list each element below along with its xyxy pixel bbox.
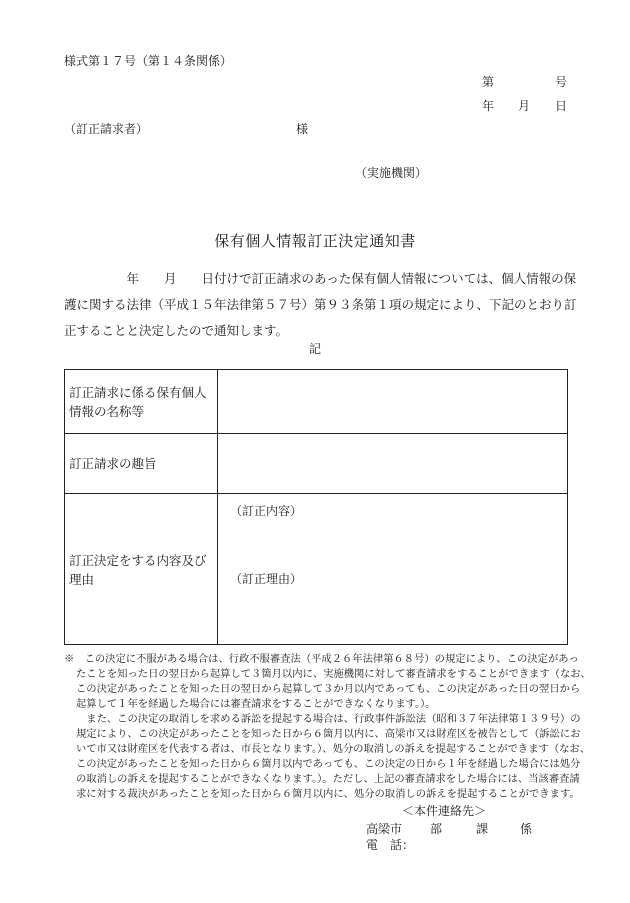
document-number-suffix: 号 (555, 75, 568, 89)
table-label-line: 訂正決定をする内容及び (69, 552, 207, 568)
ki-marker: 記 (308, 342, 321, 356)
table-label-line: 訂正請求に係る保有個人 (69, 384, 207, 400)
note-line: の取消しの訴えを提起することができなくなります。）。ただし、上記の審査請求をした場合には、当該審査請 (76, 773, 580, 785)
body-paragraph (64, 266, 577, 344)
info-table (64, 369, 568, 645)
table-label-line: 情報の名称等 (69, 403, 145, 419)
note-line: いて市又は財産区を代表する者は、市長となります。）、処分の取消しの訴えを提起することができます（なお、 (76, 743, 591, 755)
contact-unit-label: 係 (520, 822, 533, 836)
document-number-label: 第 (482, 75, 495, 89)
note-line: また、この決定の取消しを求める訴訟を提起する場合は、行政事件訴訟法（昭和３７年法律第１３９号）の (76, 713, 581, 725)
contact-city: 高梁市 (366, 822, 403, 836)
table-label-info-name (65, 370, 218, 433)
table-label-request-purpose: 訂正請求の趣旨 (65, 434, 218, 493)
note-line: ※ この決定に不服がある場合は、行政不服審査法（平成２６年法律第６８号）の規定により、この決定があっ (64, 653, 579, 665)
date-year-label: 年 (482, 99, 495, 113)
table-row-info-name (65, 370, 567, 434)
contact-phone-label: 電 話： (366, 838, 415, 852)
agency-label: （実施機関） (355, 166, 428, 180)
body-line: 正することと決定したので通知します。 (64, 323, 289, 338)
table-row-decision (65, 494, 567, 645)
note-line: たことを知った日の翌日から起算して３箇月以内に、実施機関に対して審査請求をすることができます（なお、 (76, 668, 591, 680)
table-label-line: 理由 (69, 571, 95, 587)
body-line: 年 月 日付けで訂正請求のあった保有個人情報については、個人情報の保 (64, 271, 577, 286)
correction-reason-label: （訂正理由） (230, 572, 303, 586)
date-day-label: 日 (555, 99, 568, 113)
note-line: この決定があったことを知った日から６箇月以内であっても、この決定の日から１年を経過した場合には処分 (76, 758, 581, 770)
note-line: この決定があったことを知った日の翌日から起算して３か月以内であっても、この決定があった日の翌日から (76, 683, 581, 695)
table-label-decision (65, 494, 218, 645)
requester-label: （訂正請求者） (64, 122, 149, 136)
correction-content-label: （訂正内容） (230, 504, 303, 518)
table-row-request-purpose (65, 434, 567, 494)
form-number: 様式第１７号（第１４条関係） (64, 54, 233, 68)
body-line: 護に関する法律（平成１５年法律第５７号）第９３条第１項の規定により、下記のとおり訂 (64, 297, 577, 312)
contact-department-label: 部 (430, 822, 443, 836)
honorific-label: 様 (296, 122, 309, 136)
contact-section-label: 課 (476, 822, 489, 836)
date-month-label: 月 (518, 99, 531, 113)
note-line: 求に対する裁決があったことを知った日から６箇月以内に、処分の取消しの訴えを提起することができます。 (76, 788, 580, 800)
note-line: 起算して１年を経過した場合には審査請求をすることができなくなります。）。 (76, 698, 436, 710)
document-title: 保有個人情報訂正決定通知書 (214, 232, 416, 250)
contact-heading: ＜本件連絡先＞ (402, 804, 487, 818)
note-line: 規定により、この決定があったことを知った日から６箇月以内に、高梁市又は財産区を被告として（訴訟にお (76, 728, 581, 740)
appeal-notes (64, 652, 591, 802)
